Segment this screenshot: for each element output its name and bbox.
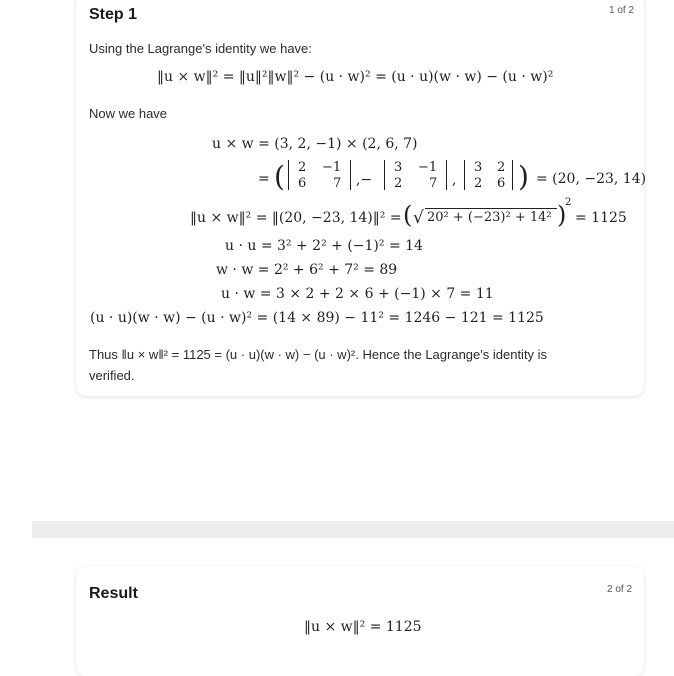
open-paren: ( bbox=[274, 160, 285, 193]
det2-a: 3 bbox=[394, 160, 403, 175]
equals-sign: = bbox=[258, 171, 270, 187]
section-divider bbox=[32, 521, 674, 538]
w-dot-w-line: w · w = 2² + 6² + 7² = 89 bbox=[216, 262, 398, 278]
sep-1: ,− bbox=[356, 172, 373, 188]
step-1-pager: 1 of 2 bbox=[609, 5, 635, 16]
result-formula: ‖u × w‖² = 1125 bbox=[304, 619, 422, 635]
result-pager: 2 of 2 bbox=[607, 584, 633, 595]
det3-b: 2 bbox=[497, 160, 506, 175]
norm-open-paren: ( bbox=[403, 201, 413, 229]
step-1-card bbox=[76, 0, 647, 396]
cross-result: = (20, −23, 14) bbox=[536, 171, 647, 187]
det1-a: 2 bbox=[298, 160, 307, 175]
det3-c: 2 bbox=[474, 176, 483, 191]
cross-product-line: u × w = (3, 2, −1) × (2, 6, 7) bbox=[212, 136, 418, 152]
det1-left-bar bbox=[288, 160, 289, 190]
intro-text: Using the Lagrange's identity we have: bbox=[89, 41, 312, 56]
det2-b: −1 bbox=[418, 160, 438, 175]
result-title: Result bbox=[89, 585, 138, 602]
final-equation: (u · u)(w · w) − (u · w)² = (14 × 89) − 11² = 1246 − 121 = 1125 bbox=[90, 310, 544, 326]
u-dot-w-line: u · w = 3 × 2 + 2 × 6 + (−1) × 7 = 11 bbox=[221, 286, 494, 302]
sqrt-radicand: 20² + (−23)² + 14² bbox=[427, 210, 552, 225]
u-dot-u-line: u · u = 3² + 2² + (−1)² = 14 bbox=[225, 238, 423, 254]
norm-exponent: 2 bbox=[565, 197, 572, 208]
det2-d: 7 bbox=[429, 176, 438, 191]
det3-left-bar bbox=[464, 160, 465, 190]
det2-right-bar bbox=[446, 160, 447, 190]
det1-d: 7 bbox=[333, 176, 342, 191]
det1-right-bar bbox=[350, 160, 351, 190]
det1-c: 6 bbox=[298, 176, 307, 191]
det1-b: −1 bbox=[322, 160, 342, 175]
sep-2: , bbox=[452, 172, 457, 188]
conclusion-line-2: verified. bbox=[89, 368, 135, 383]
det3-right-bar bbox=[512, 160, 513, 190]
norm-line-lhs: ‖u × w‖² = ‖(20, −23, 14)‖² = bbox=[190, 210, 402, 226]
sqrt-sign: √ bbox=[413, 208, 424, 228]
det3-a: 3 bbox=[474, 160, 483, 175]
lagrange-identity: ‖u × w‖² = ‖u‖²‖w‖² − (u · w)² = (u · u)(w · w) − (u · w)² bbox=[157, 69, 554, 85]
det2-c: 2 bbox=[394, 176, 403, 191]
conclusion-line-1: Thus ‖u × w‖² = 1125 = (u · u)(w · w) − (u · w)². Hence the Lagrange's identity is bbox=[89, 347, 548, 362]
det2-left-bar bbox=[384, 160, 385, 190]
norm-close-paren: ) bbox=[557, 201, 567, 229]
now-we-have-text: Now we have bbox=[89, 106, 168, 121]
close-paren: ) bbox=[518, 160, 529, 193]
step-1-title: Step 1 bbox=[89, 6, 138, 23]
norm-line-rhs: = 1125 bbox=[575, 210, 627, 226]
det3-d: 6 bbox=[497, 176, 506, 191]
